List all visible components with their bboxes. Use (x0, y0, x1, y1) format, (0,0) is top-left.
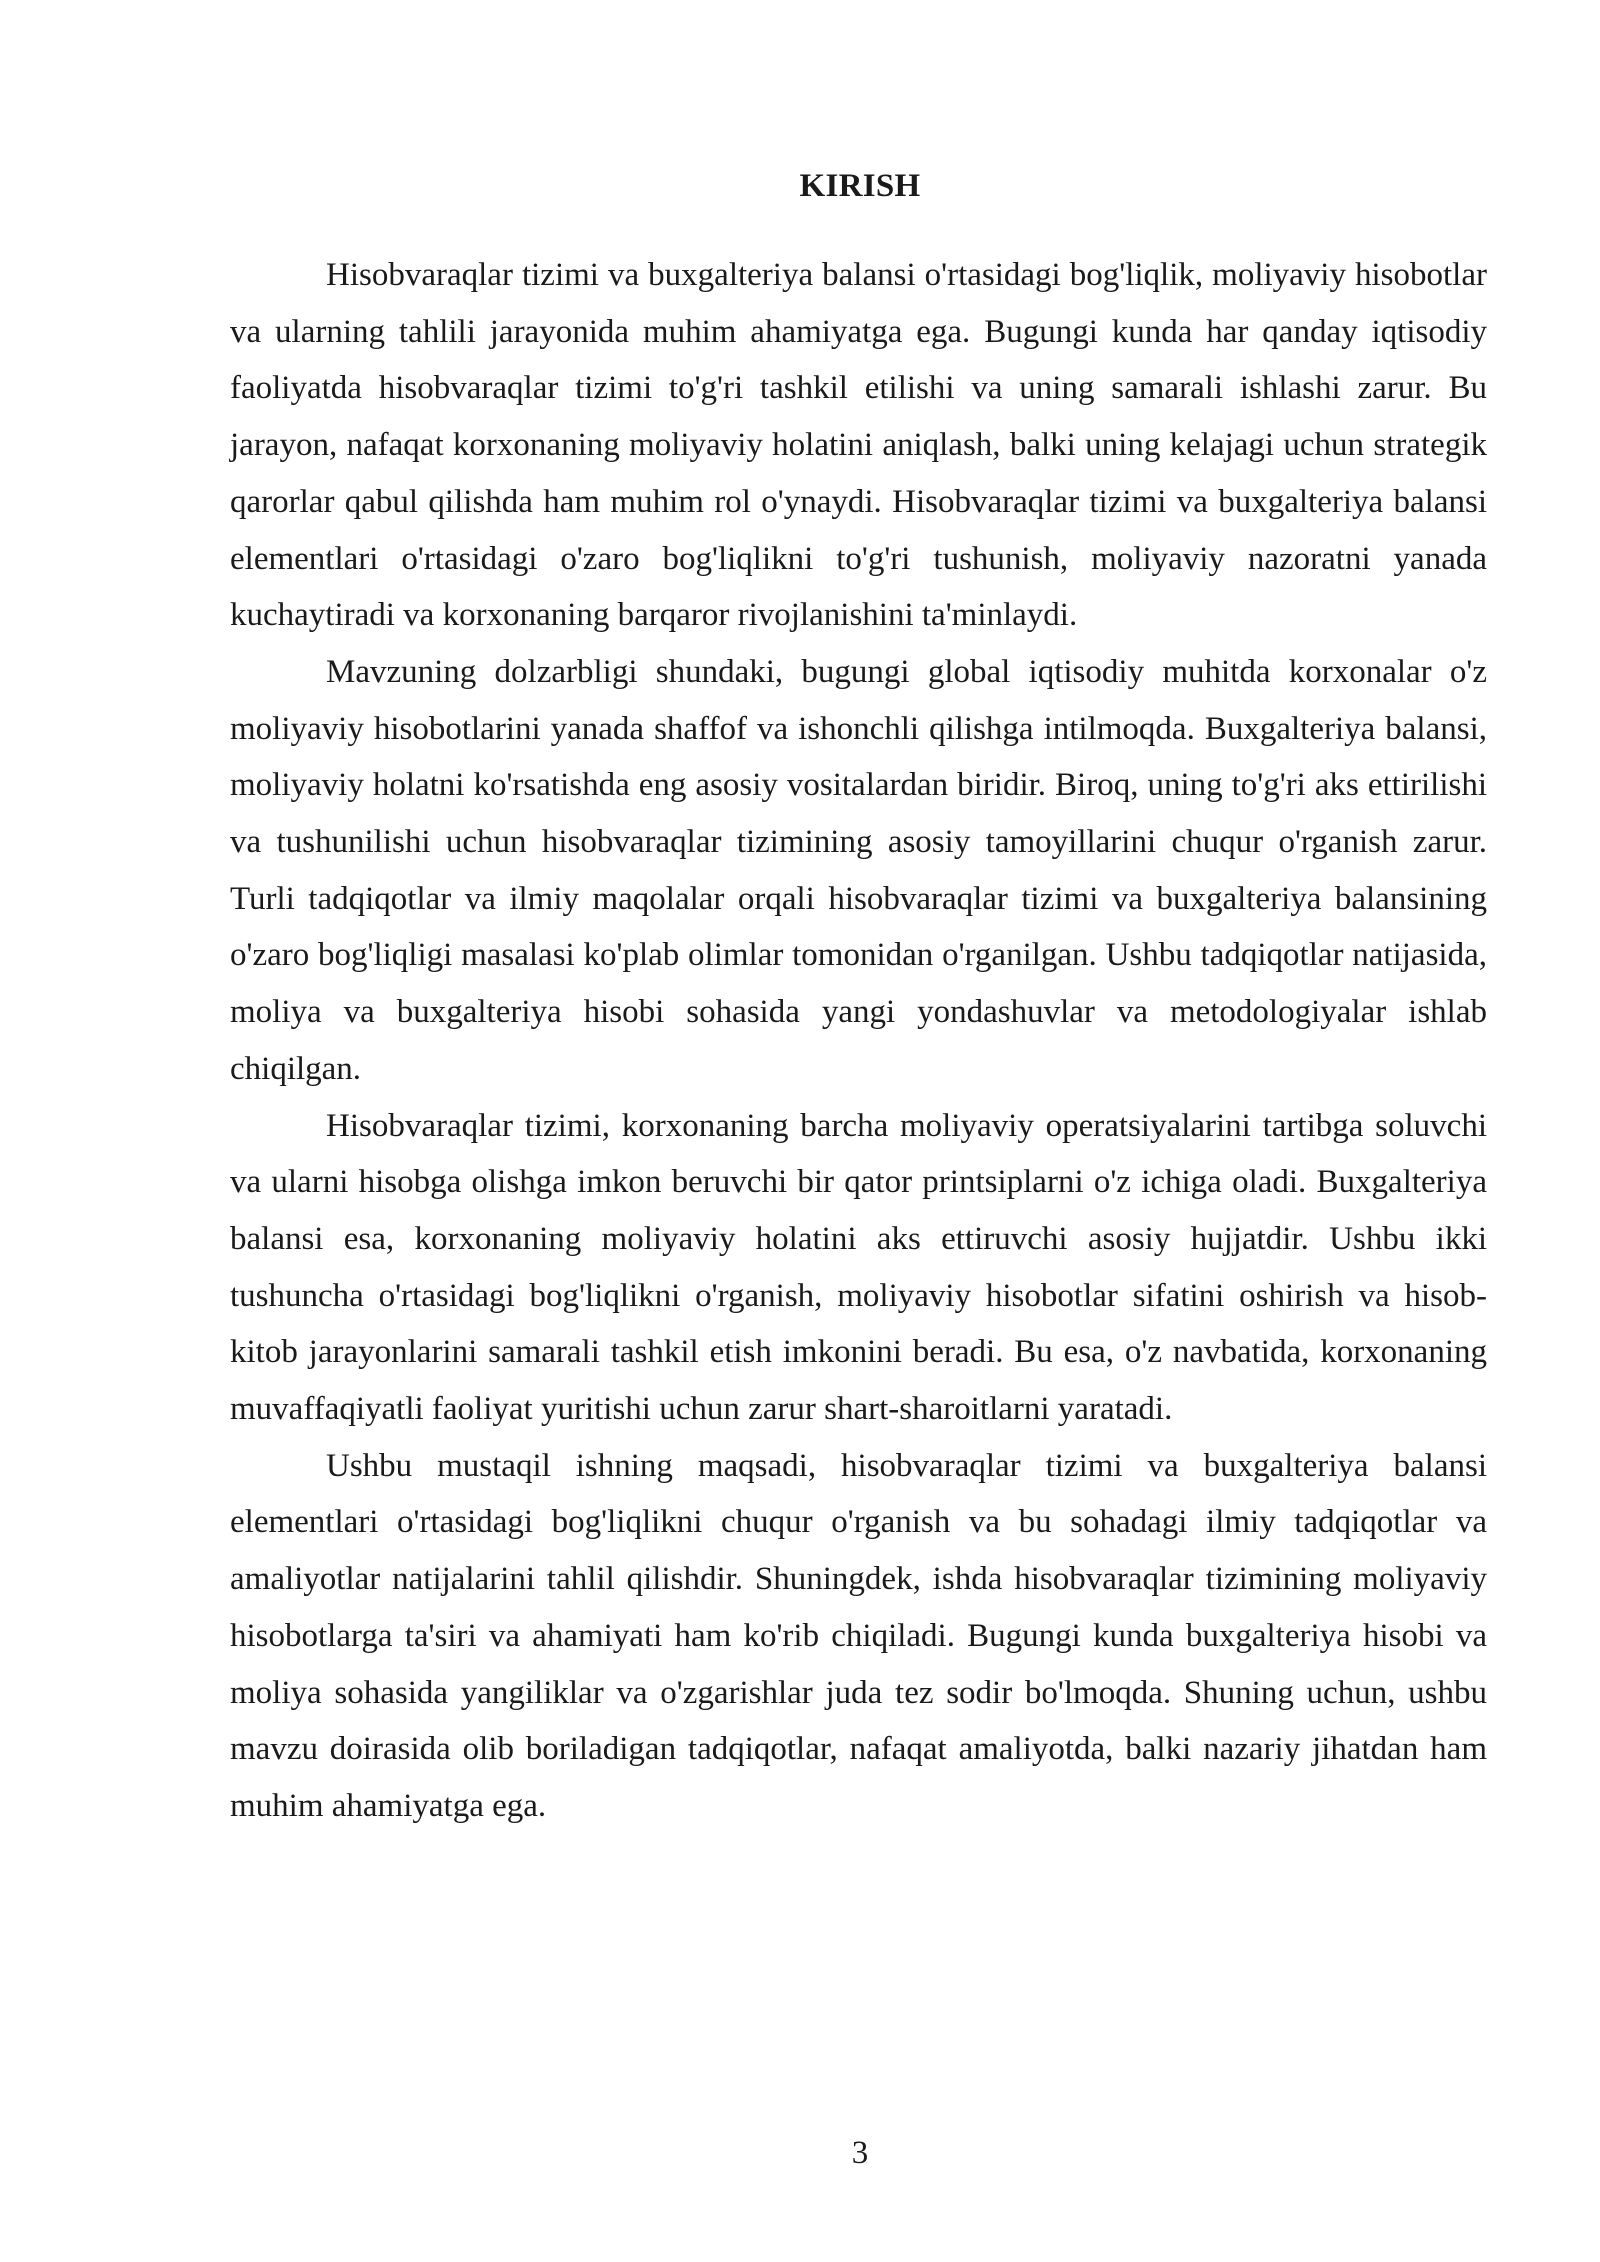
page-title: KIRISH (799, 168, 921, 204)
page-number: 3 (851, 2135, 869, 2171)
paragraph-2: Mavzuning dolzarbligi shundaki, bugungi global iqtisodiy muhitda korxonalar o'z moliyaviy hisobotlarini yanada shaffof va ishonchli qilishga intilmoqda. Buxgalteriya balansi, moliyaviy holatni ko'rsatishda eng asosiy vositalardan biridir. Biroq, uning to'g'ri aks ettirilishi va tushunilishi uchun hisobvaraqlar tizimining asosiy tamoyillarini chuqur o'rganish zarur. Turli tadqiqotlar va ilmiy maqolalar orqali hisobvaraqlar tizimi va buxgalteriya balansining o'zaro bog'liqligi masalasi ko'plab olimlar tomonidan o'rganilgan. Ushbu tadqiqotlar natijasida, moliya va buxgalteriya hisobi sohasida yangi yondashuvlar va metodologiyalar ishlab chiqilgan. (230, 653, 1487, 1087)
paragraph-1: Hisobvaraqlar tizimi va buxgalteriya balansi o'rtasidagi bog'liqlik, moliyaviy hisobotlar va ularning tahlili jarayonida muhim ahamiyatga ega. Bugungi kunda har qanday iqtisodiy faoliyatda hisobvaraqlar tizimi to'g'ri tashkil etilishi va uning samarali ishlashi zarur. Bu jarayon, nafaqat korxonaning moliyaviy holatini aniqlash, balki uning kelajagi uchun strategik qarorlar qabul qilishda ham muhim rol o'ynaydi. Hisobvaraqlar tizimi va buxgalteriya balansi elementlari o'rtasidagi o'zaro bog'liqlikni to'g'ri tushunish, moliyaviy nazoratni yanada kuchaytiradi va korxonaning barqaror rivojlanishini ta'minlaydi. (230, 257, 1487, 634)
body-text (230, 247, 1487, 1835)
paragraph-4: Ushbu mustaqil ishning maqsadi, hisobvaraqlar tizimi va buxgalteriya balansi elementlari o'rtasidagi bog'liqlikni chuqur o'rganish va bu sohadagi ilmiy tadqiqotlar va amaliyotlar natijalarini tahlil qilishdir. Shuningdek, ishda hisobvaraqlar tizimining moliyaviy hisobotlarga ta'siri va ahamiyati ham ko'rib chiqiladi. Bugungi kunda buxgalteriya hisobi va moliya sohasida yangiliklar va o'zgarishlar juda tez sodir bo'lmoqda. Shuning uchun, ushbu mavzu doirasida olib boriladigan tadqiqotlar, nafaqat amaliyotda, balki nazariy jihatdan ham muhim ahamiyatga ega. (230, 1447, 1487, 1824)
paragraph-3: Hisobvaraqlar tizimi, korxonaning barcha moliyaviy operatsiyalarini tartibga soluvchi va ularni hisobga olishga imkon beruvchi bir qator printsiplarni o'z ichiga oladi. Buxgalteriya balansi esa, korxonaning moliyaviy holatini aks ettiruvchi asosiy hujjatdir. Ushbu ikki tushuncha o'rtasidagi bog'liqlikni o'rganish, moliyaviy hisobotlar sifatini oshirish va hisob-kitob jarayonlarini samarali tashkil etish imkonini beradi. Bu esa, o'z navbatida, korxonaning muvaffaqiyatli faoliyat yuritishi uchun zarur shart-sharoitlarni yaratadi. (230, 1107, 1487, 1428)
